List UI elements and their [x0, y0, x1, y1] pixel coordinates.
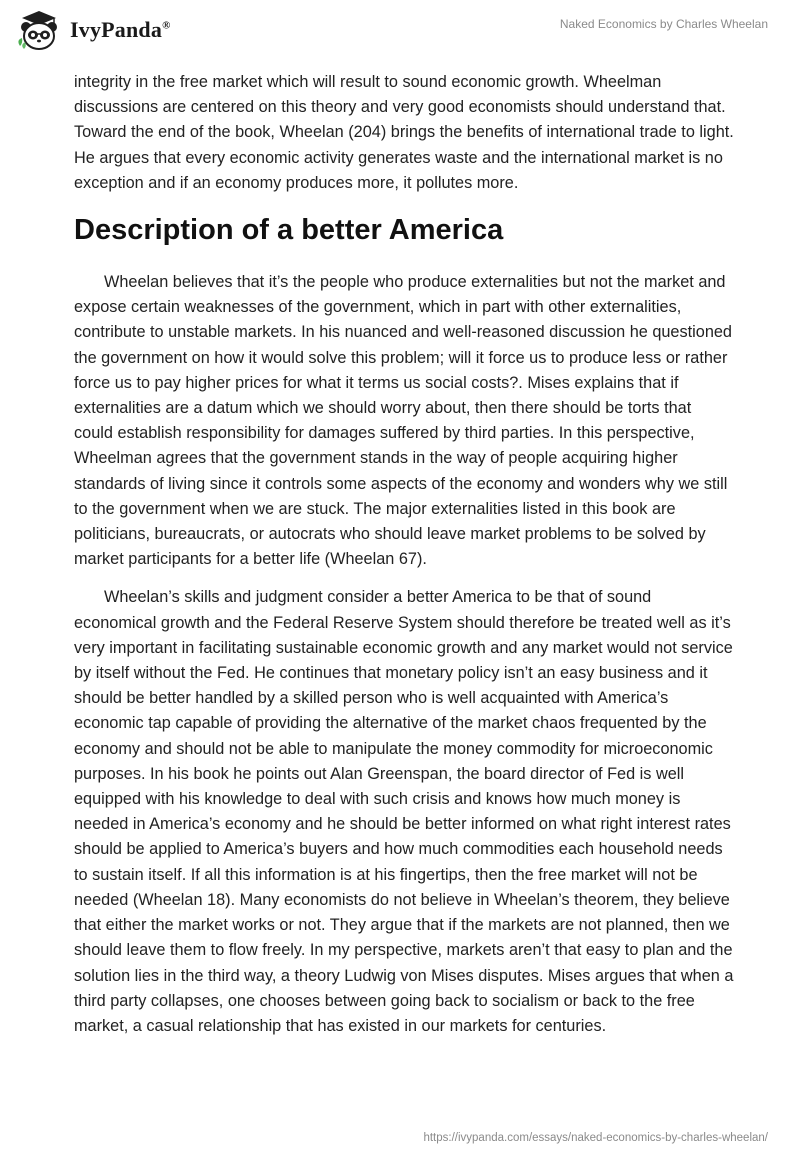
- panda-icon: [14, 8, 64, 52]
- essay-content: [74, 70, 734, 1052]
- section-heading: Description of a better America: [74, 214, 504, 247]
- document-title: Naked Economics by Charles Wheelan: [559, 17, 768, 31]
- logo-text: IvyPanda®: [70, 17, 171, 42]
- ivypanda-logo[interactable]: [14, 8, 171, 52]
- source-url[interactable]: https://ivypanda.com/essays/naked-economics-by-charles-wheelan/: [423, 1132, 768, 1144]
- paragraph-externalities: Wheelan believes that it’s the people who produce externalities but not the market and expose certain weaknesses of the government, which in part with other externalities, contribute to unstable markets. In his nuanced and well-reasoned discussion he questioned the government on how it would solve this problem; will it force us to produce less or rather force us to pay higher prices for what it terms us social costs?. Mises explains that if externalities are a datum which we should worry about, then there should be torts that could establish responsibility for damages suffered by third parties. In this perspective, Wheelman agrees that the government stands in the way of people acquiring higher standards of living since it controls some aspects of the economy and wonders why we still to the government when we are stuck. The major externalities listed in this book are politicians, bureaucrats, or autocrats who should leave market problems to be solved by market participants for a better life (Wheelan 67).: [74, 273, 732, 569]
- paragraph-better-america: Wheelan’s skills and judgment consider a better America to be that of sound economical growth and the Federal Reserve System should therefore be treated well as it’s very important in facilitating sustainable economic growth and any market would not service by itself without the Fed. He continues that monetary policy isn’t an easy business and it should be better handled by a skilled person who is well acquainted with America’s economic tap capable of providing the alternative of the market chaos frequented by the economy and should not be able to manipulate the money commodity for microeconomic purposes. In his book he points out Alan Greenspan, the board director of Fed is well equipped with his knowledge to deal with such crisis and knows how much money is needed in America’s economy and he should be better informed on what right interest rates should be applied to America’s buyers and how much commodities each household needs to sustain itself. If all this information is at his fingertips, then the free market will not be needed (Wheelan 18). Many economists do not believe in Wheelan’s theorem, they believe that either the market works or not. They argue that if the markets are not planned, then we should leave them to flow freely. In my perspective, markets aren’t that easy to plan and the solution lies in the third way, a theory Ludwig von Mises disputes. Mises argues that when a third party collapses, one chooses between going back to socialism or back to the free market, a casual relationship that has existed in our markets for centuries.: [74, 588, 734, 1035]
- page-header: [0, 0, 800, 70]
- paragraph-continued: integrity in the free market which will result to sound economic growth. Wheelman discussions are centered on this theory and very good economists should understand that. Toward the end of the book, Wheelan (204) brings the benefits of international trade to light. He argues that every economic activity generates waste and the international market is no exception and if an economy produces more, it pollutes more.: [74, 73, 734, 192]
